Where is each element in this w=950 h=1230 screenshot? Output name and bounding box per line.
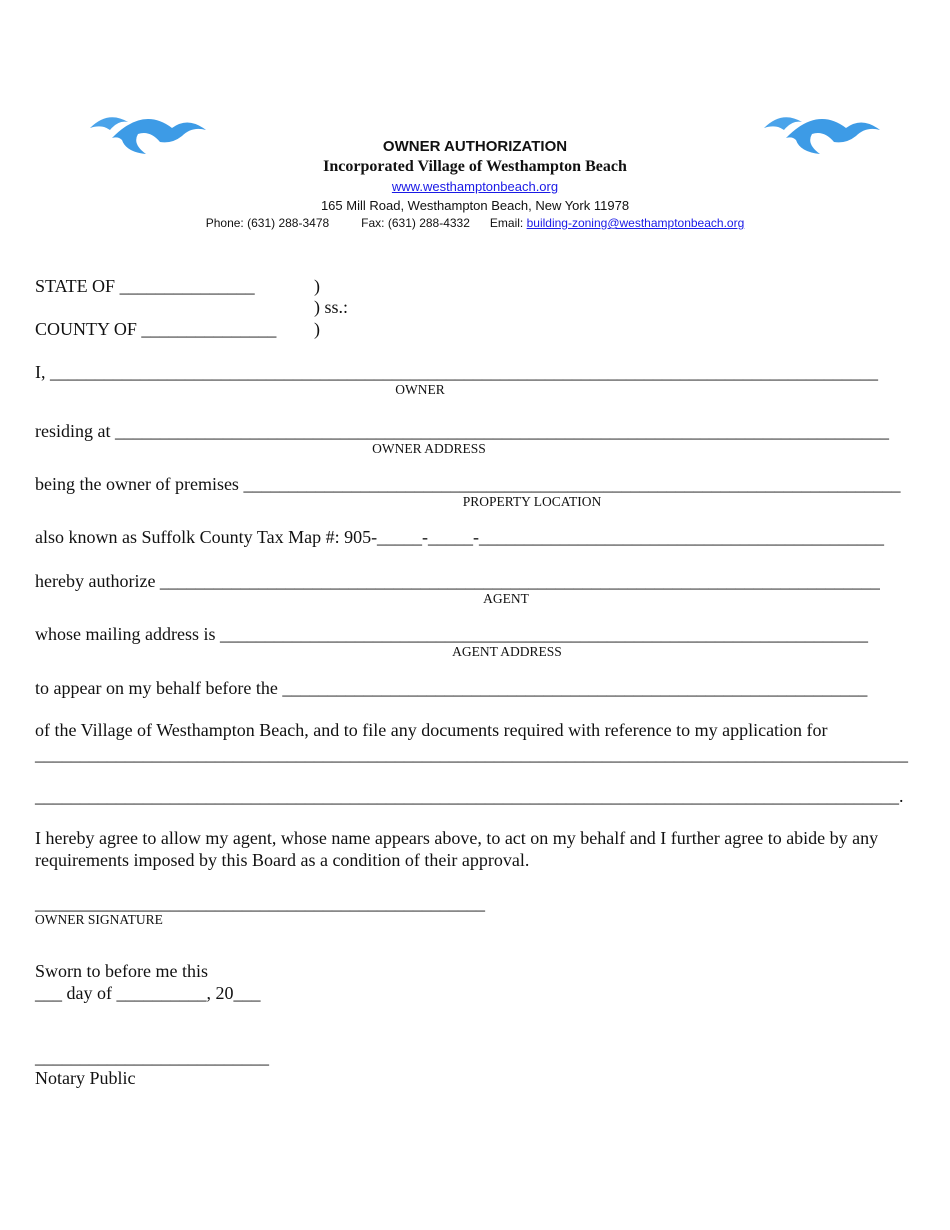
sworn-text: Sworn to before me this — [35, 961, 208, 981]
agent-address-field[interactable]: whose mailing address is ________________________________________________________________________ — [35, 624, 868, 644]
county-of-field[interactable]: COUNTY OF _______________ — [35, 319, 277, 339]
agent-caption: AGENT — [483, 591, 529, 606]
state-of-field[interactable]: STATE OF _______________ — [35, 276, 255, 296]
email-label: Email: — [489, 216, 527, 230]
application-text: of the Village of Westhampton Beach, and to file any documents required with reference to my application for — [35, 720, 828, 740]
owner-address-caption: OWNER ADDRESS — [372, 441, 486, 456]
agent-name-field[interactable]: hereby authorize ________________________________________________________________________________ — [35, 571, 880, 591]
owner-address-field[interactable]: residing at ______________________________________________________________________________________ — [35, 421, 889, 441]
phone-number: Phone: (631) 288-3478 — [205, 216, 330, 230]
application-field-line-1[interactable]: _________________________________________________________________________________________________ — [35, 744, 908, 764]
agreement-paragraph: I hereby agree to allow my agent, whose name appears above, to act on my behalf and I further agree to abide by any requirements imposed by this Board as a condition of their approval. — [35, 828, 879, 870]
board-field[interactable]: to appear on my behalf before the _________________________________________________________________ — [35, 678, 868, 698]
village-name: Incorporated Village of Westhampton Beach — [323, 158, 627, 175]
venue-paren-3: ) — [314, 319, 320, 339]
village-address: 165 Mill Road, Westhampton Beach, New York 11978 — [320, 198, 630, 213]
email-link[interactable]: building-zoning@westhamptonbeach.org — [526, 216, 745, 230]
property-location-field[interactable]: being the owner of premises _________________________________________________________________________ — [35, 474, 901, 494]
fax-number: Fax: (631) 288-4332 — [361, 216, 470, 230]
owner-signature-line[interactable]: __________________________________________________ — [35, 893, 485, 913]
agent-address-caption: AGENT ADDRESS — [452, 644, 562, 659]
notary-public-label: Notary Public — [35, 1068, 136, 1088]
owner-caption: OWNER — [395, 382, 445, 397]
document-title: OWNER AUTHORIZATION — [382, 138, 568, 155]
tax-map-field[interactable]: also known as Suffolk County Tax Map #: 905-_____-_____-_____________________________________________ — [35, 527, 885, 547]
owner-signature-caption: OWNER SIGNATURE — [35, 912, 163, 927]
owner-name-field[interactable]: I, ____________________________________________________________________________________________ — [35, 362, 878, 382]
notary-signature-line[interactable]: __________________________ — [35, 1047, 269, 1067]
contact-row — [0, 216, 950, 230]
property-location-caption: PROPERTY LOCATION — [462, 494, 602, 509]
venue-paren-1: ) — [314, 276, 320, 296]
website-row — [0, 179, 950, 194]
sworn-date-field[interactable]: ___ day of __________, 20___ — [35, 983, 261, 1003]
venue-ss: ) ss.: — [314, 297, 349, 317]
application-field-line-2[interactable]: ________________________________________________________________________________________________. — [35, 786, 904, 806]
website-link[interactable]: www.westhamptonbeach.org — [391, 179, 559, 194]
